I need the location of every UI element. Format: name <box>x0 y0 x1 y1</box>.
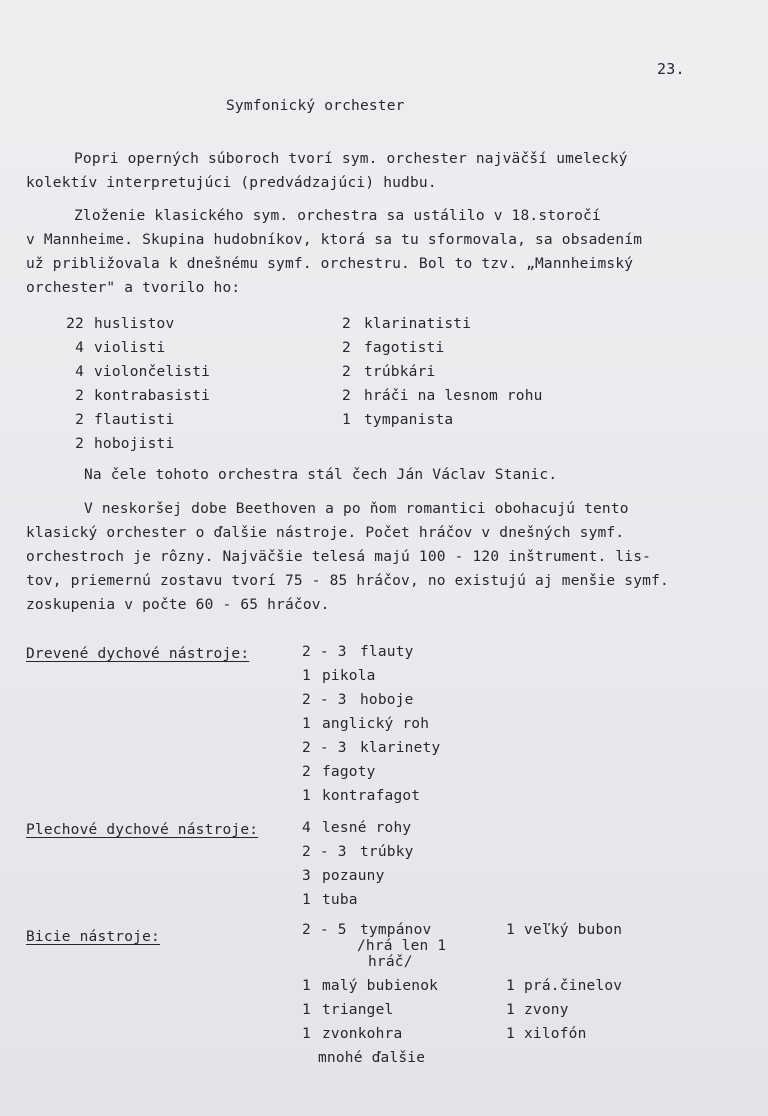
item-count: 2 <box>75 388 84 404</box>
list-item <box>64 336 210 360</box>
leader-line: Na čele tohoto orchestra stál čech Ján Václav Stanic. <box>84 467 558 483</box>
timpani-note-line: /hrá len 1 <box>357 938 447 954</box>
item-name: tympanista <box>364 412 454 428</box>
list-item <box>64 432 210 456</box>
list-item <box>302 688 440 712</box>
woodwinds-list <box>302 640 440 808</box>
item-count: 1 <box>302 1002 311 1018</box>
item-name: prá.činelov <box>524 978 623 994</box>
item-count: 2 - 5 <box>302 922 347 938</box>
item-name: fagotisti <box>364 340 445 356</box>
item-count: 2 - 3 <box>302 740 347 756</box>
list-item <box>64 384 210 408</box>
item-name: klarinety <box>360 740 441 756</box>
text-line: orchester" a tvorilo ho: <box>26 280 241 296</box>
item-name: violončelisti <box>94 364 211 380</box>
list-item <box>302 840 414 864</box>
item-name: trúbky <box>360 844 414 860</box>
item-count: 22 <box>66 316 84 332</box>
mannheim-list-right <box>342 312 543 432</box>
item-count: 4 <box>75 340 84 356</box>
item-count: 1 <box>506 1026 515 1042</box>
list-item <box>342 312 543 336</box>
list-item <box>302 998 438 1022</box>
list-item <box>506 918 622 942</box>
list-item <box>302 736 440 760</box>
item-name: kontrabasisti <box>94 388 211 404</box>
list-item <box>342 336 543 360</box>
item-count: 1 <box>506 922 515 938</box>
item-count: 4 <box>302 820 311 836</box>
item-name: violisti <box>94 340 166 356</box>
item-name: kontrafagot <box>322 788 421 804</box>
list-item <box>342 408 543 432</box>
item-count: 2 <box>75 436 84 452</box>
brass-list <box>302 816 414 912</box>
item-name: klarinatisti <box>364 316 472 332</box>
item-name: hoboje <box>360 692 414 708</box>
item-name: zvonkohra <box>322 1026 403 1042</box>
item-name: fagoty <box>322 764 376 780</box>
text-line: už približovala k dnešnému symf. orchestru. Bol to tzv. „Mannheimský <box>26 256 634 272</box>
item-name: hráči na lesnom rohu <box>364 388 543 404</box>
text-line: Popri operných súboroch tvorí sym. orchester najväčší umelecký <box>74 151 628 167</box>
page-number: 23. <box>657 60 685 78</box>
item-name: lesné rohy <box>322 820 412 836</box>
text-line: orchestroch je rôzny. Najväčšie telesá majú 100 - 120 inštrument. lis- <box>26 549 652 565</box>
percussion-list-right-top <box>506 918 622 942</box>
list-item <box>506 974 622 998</box>
item-name: trúbkári <box>364 364 436 380</box>
item-name: pozauny <box>322 868 385 884</box>
item-name: tuba <box>322 892 358 908</box>
item-count: 1 <box>302 716 311 732</box>
list-item <box>64 360 210 384</box>
item-name: veľký bubon <box>524 922 623 938</box>
percussion-heading: Bicie nástroje: <box>26 929 160 945</box>
list-item <box>302 640 440 664</box>
list-item <box>64 408 210 432</box>
timpani-note-line: hráč/ <box>368 954 413 970</box>
percussion-list-left <box>302 974 438 1070</box>
text-line: klasický orchester o ďalšie nástroje. Počet hráčov v dnešných symf. <box>26 525 625 541</box>
item-count: 1 <box>302 892 311 908</box>
list-item <box>302 784 440 808</box>
item-name: huslistov <box>94 316 175 332</box>
list-item <box>506 998 622 1022</box>
item-count: 1 <box>506 1002 515 1018</box>
item-name: zvony <box>524 1002 569 1018</box>
woodwinds-heading: Drevené dychové nástroje: <box>26 646 250 662</box>
item-name: hobojisti <box>94 436 175 452</box>
list-item <box>302 664 440 688</box>
item-name: anglický roh <box>322 716 430 732</box>
list-item <box>302 974 438 998</box>
text-line: V neskoršej dobe Beethoven a po ňom romantici obohacujú tento <box>84 501 629 517</box>
item-count: 1 <box>302 1026 311 1042</box>
page-title: Symfonický orchester <box>226 98 405 114</box>
item-count: 2 <box>342 388 351 404</box>
item-count: 2 <box>342 340 351 356</box>
item-name: malý bubienok <box>322 978 439 994</box>
list-item <box>302 888 414 912</box>
list-item <box>302 816 414 840</box>
list-item <box>302 1022 438 1046</box>
brass-heading: Plechové dychové nástroje: <box>26 822 259 838</box>
item-name: xilofón <box>524 1026 587 1042</box>
item-count: 2 <box>75 412 84 428</box>
item-name: tympánov <box>360 922 432 938</box>
item-count: 2 <box>342 364 351 380</box>
list-item <box>506 1022 622 1046</box>
list-item: mnohé ďalšie <box>318 1050 426 1066</box>
mannheim-paragraph <box>26 204 726 300</box>
percussion-list-right <box>506 974 622 1046</box>
intro-paragraph <box>26 147 726 195</box>
item-count: 1 <box>302 668 311 684</box>
later-paragraph <box>26 497 726 617</box>
item-count: 4 <box>75 364 84 380</box>
list-item <box>302 760 440 784</box>
list-item <box>342 360 543 384</box>
item-count: 2 - 3 <box>302 844 347 860</box>
item-count: 2 - 3 <box>302 644 347 660</box>
text-line: v Mannheime. Skupina hudobníkov, ktorá sa tu sformovala, sa obsadením <box>26 232 643 248</box>
item-count: 1 <box>302 788 311 804</box>
item-count: 1 <box>302 978 311 994</box>
list-item <box>342 384 543 408</box>
item-count: 1 <box>342 412 351 428</box>
item-count: 3 <box>302 868 311 884</box>
item-count: 2 - 3 <box>302 692 347 708</box>
item-name: flautisti <box>94 412 175 428</box>
text-line: zoskupenia v počte 60 - 65 hráčov. <box>26 597 330 613</box>
list-item <box>302 712 440 736</box>
text-line: kolektív interpretujúci (predvádzajúci) hudbu. <box>26 175 437 191</box>
item-count: 2 <box>302 764 311 780</box>
list-item <box>302 864 414 888</box>
text-line: tov, priemernú zostavu tvorí 75 - 85 hráčov, no existujú aj menšie symf. <box>26 573 669 589</box>
item-count: 1 <box>506 978 515 994</box>
item-name: pikola <box>322 668 376 684</box>
item-name: flauty <box>360 644 414 660</box>
item-count: 2 <box>342 316 351 332</box>
text-line: Zloženie klasického sym. orchestra sa ustálilo v 18.storočí <box>74 208 601 224</box>
mannheim-list-left <box>64 312 210 456</box>
list-item <box>64 312 210 336</box>
item-name: triangel <box>322 1002 394 1018</box>
